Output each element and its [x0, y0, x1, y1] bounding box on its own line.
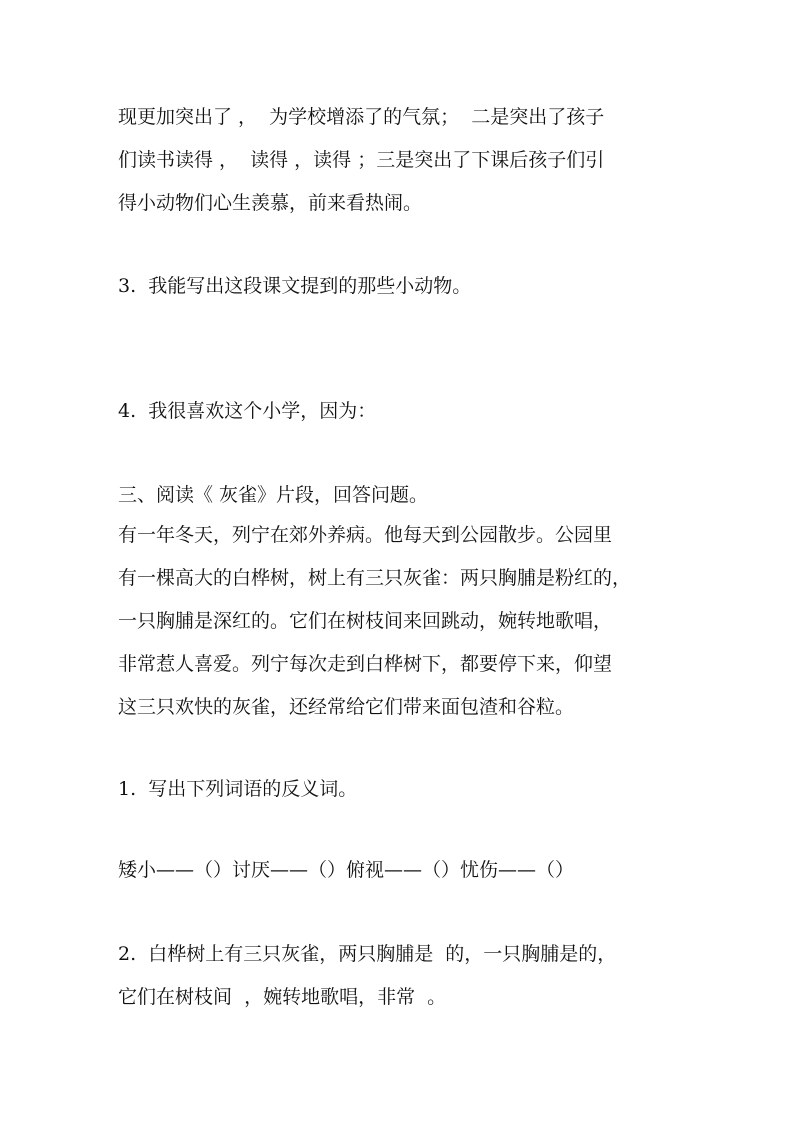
- paragraph-line: 现更加突出了 ， 为学校增添了的气氛； 二是突出了孩子: [118, 106, 605, 128]
- sub-question-2-line: 2. 白桦树上有三只灰雀，两只胸脯是 的，一只胸脯是的，: [118, 943, 617, 965]
- passage-line: 非常惹人喜爱。列宁每次走到白桦树下，都要停下来，仰望: [118, 653, 613, 675]
- antonym-exercise: 矮小——（）讨厌——（）俯视——（）忧伤——（）: [118, 859, 575, 881]
- paragraph-line: 们读书读得 ， 读得 ，读得 ；三是突出了下课后孩子们引: [118, 149, 605, 171]
- sub-question-2-line: 它们在树枝间 ，婉转地歌唱，非常 。: [118, 986, 447, 1008]
- question-4: 4. 我很喜欢这个小学，因为：: [118, 400, 377, 422]
- question-3: 3. 我能写出这段课文提到的那些小动物。: [118, 275, 472, 297]
- paragraph-line: 得小动物们心生羡慕，前来看热闹。: [118, 192, 423, 214]
- passage-line: 一只胸脯是深红的。它们在树枝间来回跳动，婉转地歌唱，: [118, 610, 613, 632]
- sub-question-1: 1. 写出下列词语的反义词。: [118, 778, 358, 800]
- passage-line: 有一年冬天，列宁在郊外养病。他每天到公园散步。公园里: [118, 524, 613, 546]
- section-3-title: 三、阅读《 灰雀》片段，回答问题。: [118, 484, 429, 506]
- passage-line: 有一棵高大的白桦树，树上有三只灰雀：两只胸脯是粉红的，: [118, 567, 632, 589]
- passage-line: 这三只欢快的灰雀，还经常给它们带来面包渣和谷粒。: [118, 696, 575, 718]
